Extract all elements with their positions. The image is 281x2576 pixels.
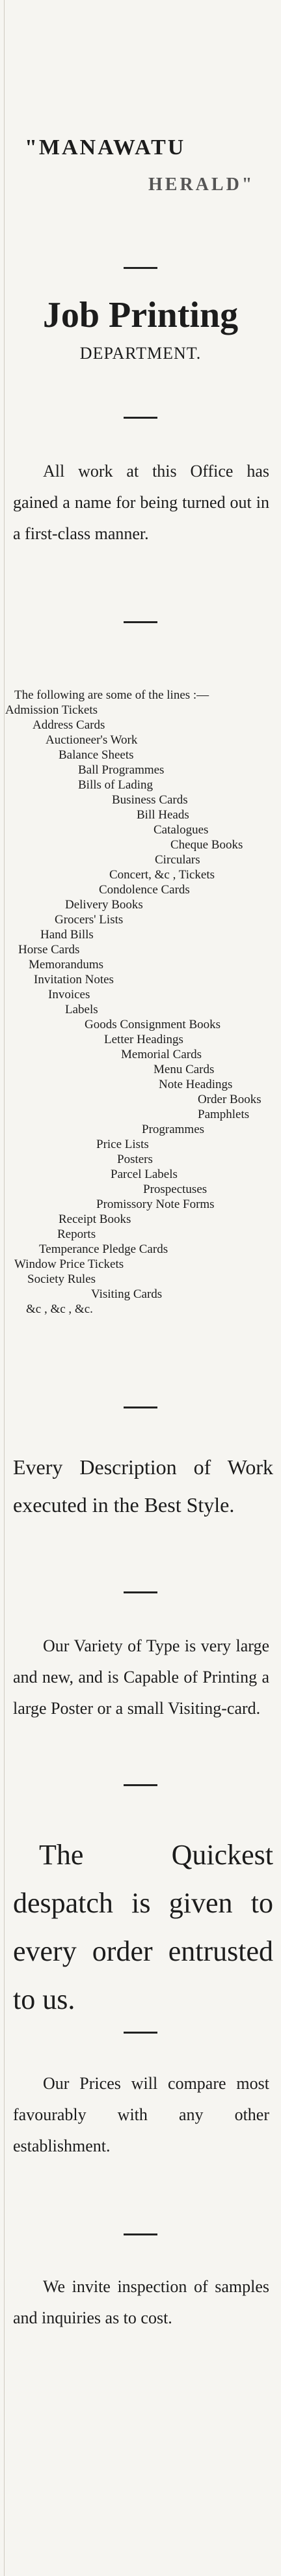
list-item: Menu Cards	[154, 1063, 215, 1076]
list-item: Grocers' Lists	[55, 913, 124, 927]
list-item: Concert, &c , Tickets	[109, 868, 215, 882]
divider	[124, 417, 157, 419]
list-item: Catalogues	[154, 823, 209, 837]
list-item: Condolence Cards	[99, 883, 190, 897]
list-item: Promissory Note Forms	[96, 1197, 215, 1211]
list-item: Labels	[65, 1003, 98, 1016]
list-item: Admission Tickets	[5, 703, 98, 717]
inspection-paragraph: We invite inspection of samples and inquiries as to cost.	[13, 2277, 269, 2327]
list-item: Window Price Tickets	[14, 1257, 124, 1271]
list-item: Bills of Lading	[78, 778, 154, 792]
list-item: Note Headings	[159, 1078, 233, 1091]
divider	[124, 1407, 157, 1408]
list-item: Goods Consignment Books	[85, 1018, 221, 1031]
masthead-title: "MANAWATU	[25, 135, 186, 160]
list-item: Prospectuses	[143, 1183, 207, 1196]
list-item: Posters	[117, 1153, 153, 1166]
list-item: Parcel Labels	[111, 1168, 178, 1181]
column-edge	[4, 0, 5, 2576]
list-item: Business Cards	[112, 793, 188, 807]
list-item: Reports	[57, 1227, 96, 1241]
divider	[124, 2032, 157, 2034]
list-item: Memorial Cards	[121, 1048, 202, 1061]
list-item: Address Cards	[33, 718, 105, 732]
variety-paragraph: Our Variety of Type is very large and new, and is Capable of Printing a large Poster or a small Visiting-card.	[13, 1636, 269, 1718]
list-item: Pamphlets	[198, 1108, 250, 1121]
list-item: Delivery Books	[65, 898, 143, 912]
list-item: Price Lists	[96, 1138, 149, 1151]
list-intro: The following are some of the lines :—	[14, 688, 209, 702]
list-item: Ball Programmes	[78, 763, 165, 777]
list-item: Circulars	[155, 853, 200, 867]
list-item: Memorandums	[29, 958, 104, 972]
list-item: &c , &c , &c.	[26, 1302, 93, 1316]
list-item: Receipt Books	[59, 1212, 131, 1226]
prices-paragraph: Our Prices will compare most favourably with any other establishment.	[13, 2074, 269, 2155]
list-item: Programmes	[142, 1123, 205, 1136]
divider	[124, 1591, 157, 1593]
list-item: Invitation Notes	[34, 973, 114, 987]
list-item: Letter Headings	[104, 1033, 183, 1046]
list-item: Cheque Books	[170, 838, 243, 852]
page-title: Job Printing	[42, 295, 239, 335]
page-subtitle: DEPARTMENT.	[79, 344, 202, 363]
list-item: Auctioneer's Work	[46, 733, 138, 747]
despatch-paragraph: The Quickest despatch is given to every order entrusted to us.	[13, 1839, 273, 2015]
divider	[124, 621, 157, 623]
masthead-subtitle: HERALD"	[148, 175, 255, 195]
list-item: Balance Sheets	[59, 748, 134, 762]
list-item: Visiting Cards	[91, 1287, 163, 1301]
list-item: Society Rules	[27, 1272, 96, 1286]
list-item: Temperance Pledge Cards	[39, 1242, 168, 1256]
divider	[124, 1784, 157, 1786]
intro-paragraph: All work at this Office has gained a name for being turned out in a first-class manner.	[13, 462, 269, 543]
list-item: Bill Heads	[137, 808, 189, 822]
list-item: Hand Bills	[40, 928, 94, 942]
list-item: Order Books	[198, 1093, 261, 1106]
divider	[124, 267, 157, 269]
description-paragraph: Every Description of Work executed in the Best Style.	[13, 1455, 273, 1517]
divider	[124, 2233, 157, 2235]
list-item: Invoices	[48, 988, 90, 1001]
list-item: Horse Cards	[18, 943, 80, 957]
